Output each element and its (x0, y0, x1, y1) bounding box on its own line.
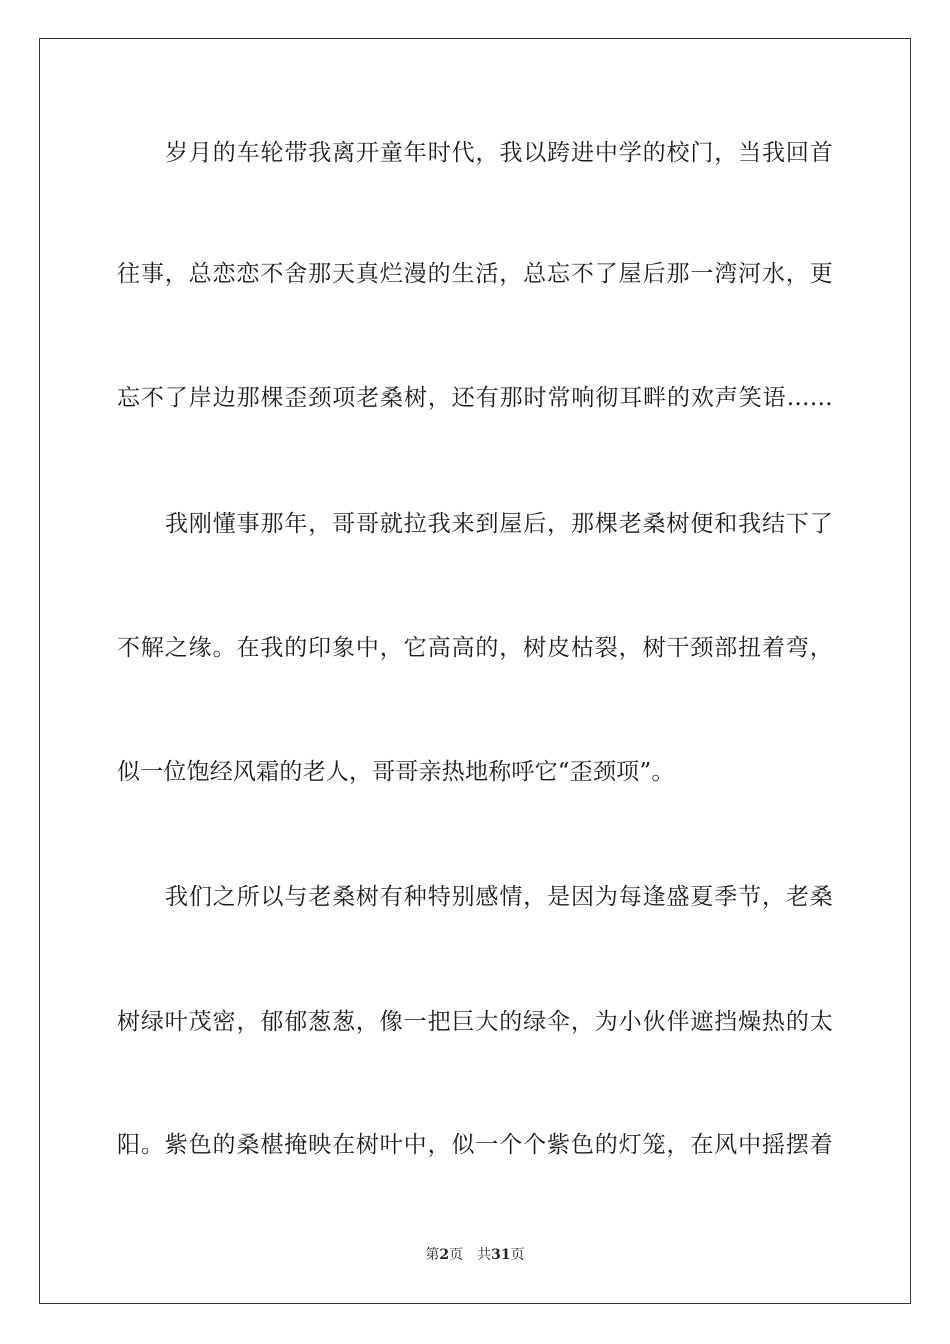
paragraph-1-line-1: 岁月的车轮带我离开童年时代，我以跨进中学的校门，当我回首 (165, 140, 833, 166)
total-pages-label (477, 1247, 524, 1263)
total-pages: 31 (491, 1247, 511, 1263)
paragraph-2-line-3: 似一位饱经风霜的老人，哥哥亲热地称呼它“歪颈项”。 (117, 759, 675, 785)
paragraph-3-line-2: 树绿叶茂密，郁郁葱葱，像一把巨大的绿伞，为小伙伴遮挡燥热的太 (117, 1009, 833, 1035)
paragraph-1-line-2: 往事，总恋恋不舍那天真烂漫的生活，总忘不了屋后那一湾河水，更 (117, 261, 833, 287)
total-prefix: 共 (477, 1247, 492, 1263)
page-border (39, 38, 911, 1304)
total-suffix: 页 (510, 1247, 525, 1263)
paragraph-1-line-3: 忘不了岸边那棵歪颈项老桑树，还有那时常响彻耳畔的欢声笑语…… (117, 385, 833, 411)
paragraph-3-line-3: 阳。紫色的桑椹掩映在树叶中，似一个个紫色的灯笼，在风中摇摆着 (117, 1132, 833, 1158)
page-label (425, 1247, 463, 1263)
paragraph-2-line-1: 我刚懂事那年，哥哥就拉我来到屋后，那棵老桑树便和我结下了 (165, 511, 833, 537)
page-prefix: 第 (425, 1247, 440, 1263)
page-footer (0, 1245, 950, 1265)
paragraph-2-line-2: 不解之缘。在我的印象中，它高高的，树皮枯裂，树干颈部扭着弯， (117, 635, 833, 661)
page-number: 2 (439, 1247, 450, 1263)
page-suffix: 页 (449, 1247, 464, 1263)
paragraph-3-line-1: 我们之所以与老桑树有种特别感情，是因为每逢盛夏季节，老桑 (165, 884, 833, 910)
